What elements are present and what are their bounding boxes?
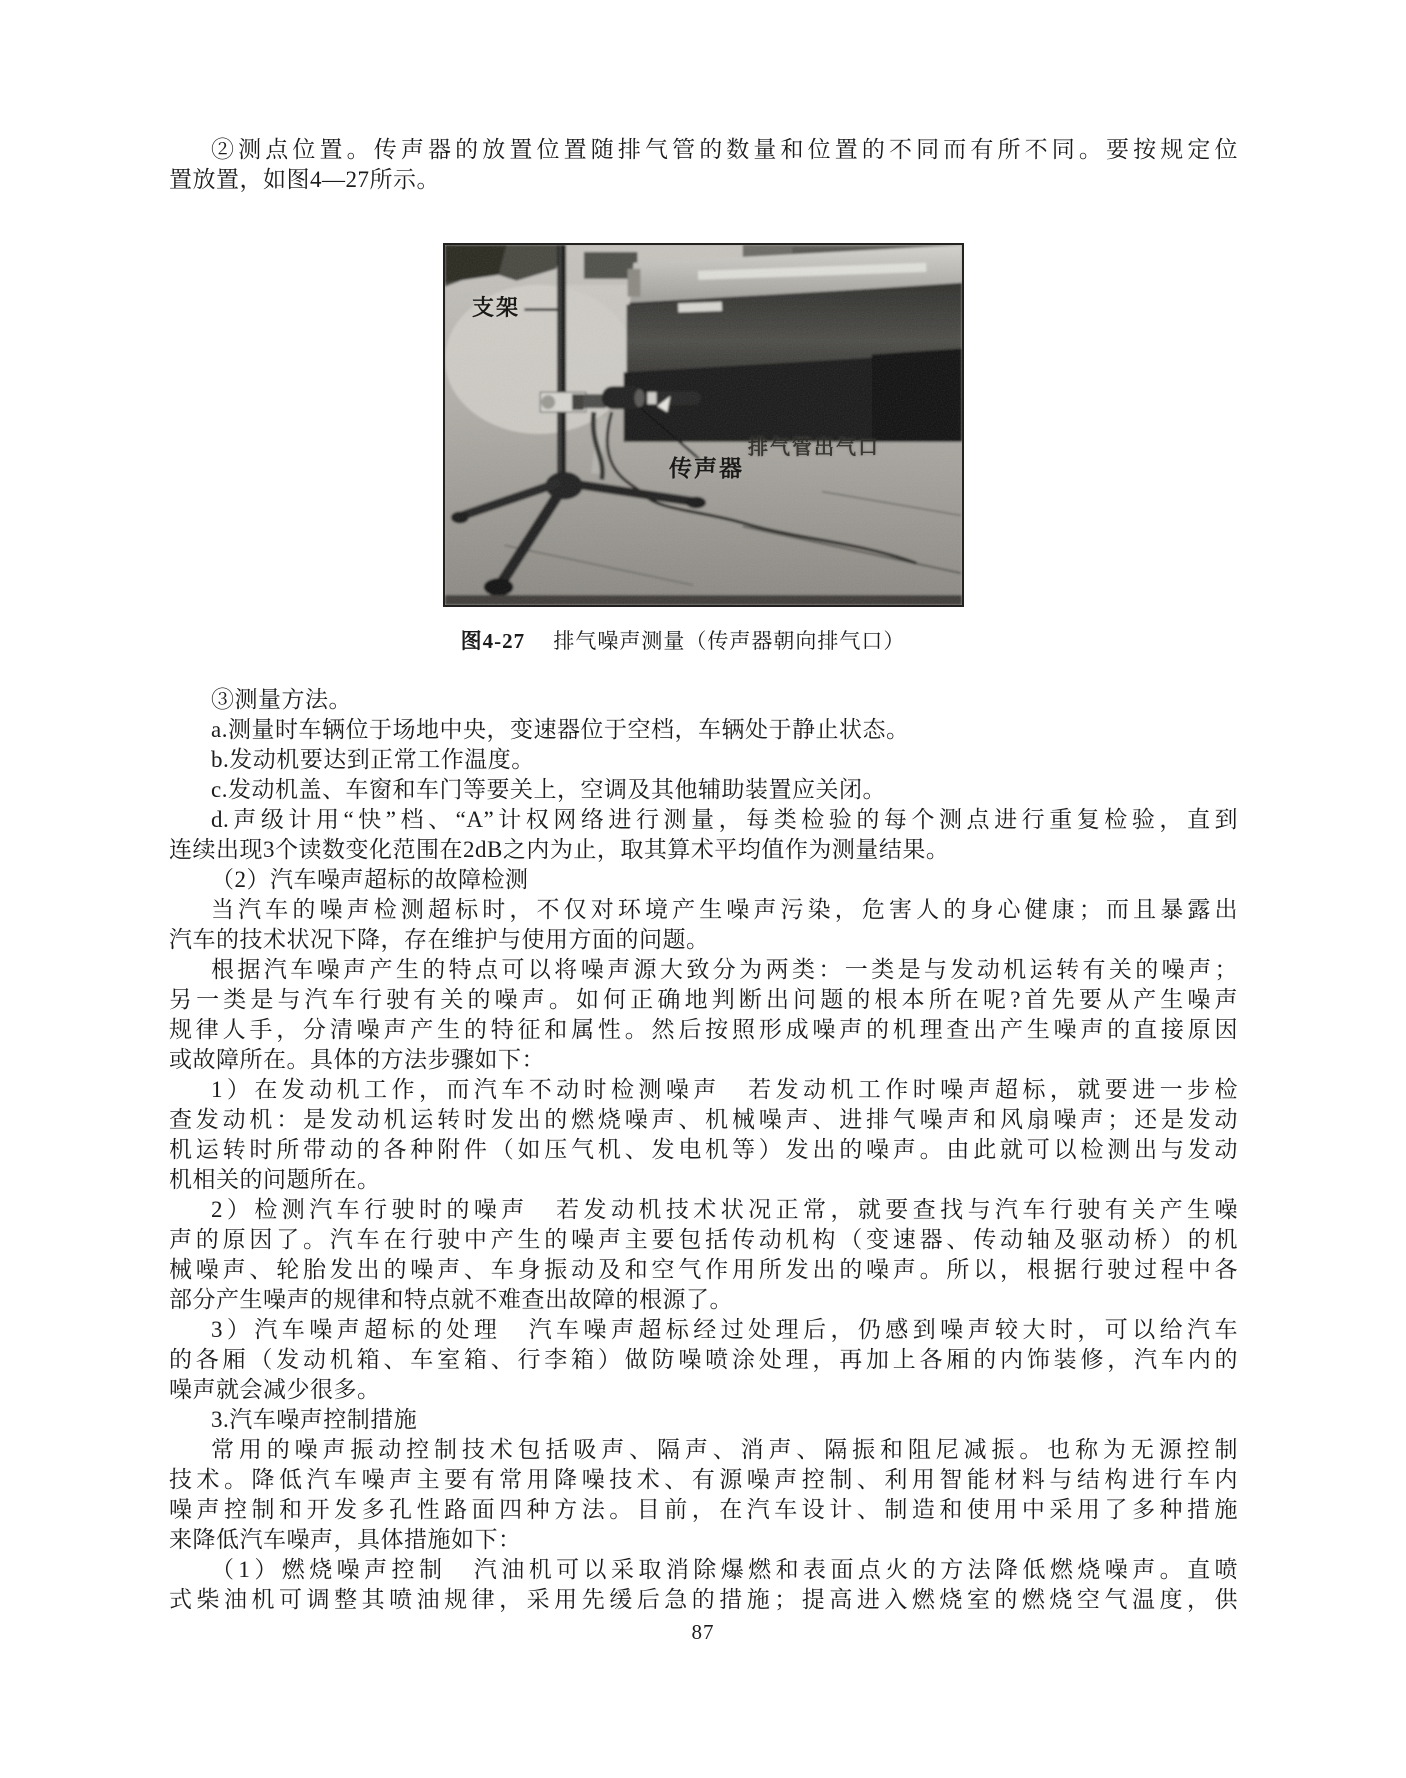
text-line: 2）检测汽车行驶时的噪声 若发动机技术状况正常，就要查找与汽车行驶有关产生噪 bbox=[211, 1197, 1238, 1222]
text-line: d.声级计用“快”档、“A”计权网络进行测量，每类检验的每个测点进行重复检验，直到 bbox=[211, 807, 1238, 832]
text-line: a.测量时车辆位于场地中央，变速器位于空档，车辆处于静止状态。 bbox=[211, 717, 910, 742]
text-line: 置放置，如图4—27所示。 bbox=[169, 167, 440, 192]
text-line: 式柴油机可调整其喷油规律，采用先缓后急的措施；提高进入燃烧室的燃烧空气温度，供 bbox=[169, 1587, 1238, 1612]
text-line: 机运转时所带动的各种附件（如压气机、发电机等）发出的噪声。由此就可以检测出与发动 bbox=[169, 1137, 1238, 1162]
text-line: 规律人手，分清噪声产生的特征和属性。然后按照形成噪声的机理查出产生噪声的直接原因 bbox=[169, 1017, 1238, 1042]
text-line: 来降低汽车噪声，具体措施如下： bbox=[169, 1527, 522, 1552]
text-line: b.发动机要达到正常工作温度。 bbox=[211, 747, 535, 772]
text-line: 噪声就会减少很多。 bbox=[169, 1377, 381, 1402]
text-line: 另一类是与汽车行驶有关的噪声。如何正确地判断出问题的根本所在呢?首先要从产生噪声 bbox=[169, 987, 1238, 1012]
text-line: 1）在发动机工作，而汽车不动时检测噪声 若发动机工作时噪声超标，就要进一步检 bbox=[211, 1077, 1238, 1102]
text-line: 的各厢（发动机箱、车室箱、行李箱）做防噪喷涂处理，再加上各厢的内饰装修，汽车内的 bbox=[169, 1347, 1238, 1372]
text-line: 根据汽车噪声产生的特点可以将噪声源大致分为两类：一类是与发动机运转有关的噪声； bbox=[211, 957, 1238, 982]
text-line: ③测量方法。 bbox=[211, 687, 352, 712]
text-line: 汽车的技术状况下降，存在维护与使用方面的问题。 bbox=[169, 927, 710, 952]
text-line: （1）燃烧噪声控制 汽油机可以采取消除爆燃和表面点火的方法降低燃烧噪声。直喷 bbox=[211, 1557, 1238, 1582]
text-line: 噪声控制和开发多孔性路面四种方法。目前，在汽车设计、制造和使用中采用了多种措施 bbox=[169, 1497, 1238, 1522]
text-line: 连续出现3个读数变化范围在2dB之内为止，取其算术平均值作为测量结果。 bbox=[169, 837, 950, 862]
photo-label-exhaust-outlet: 排气管出气口 bbox=[748, 437, 880, 459]
text-line: 当汽车的噪声检测超标时，不仅对环境产生噪声污染，危害人的身心健康；而且暴露出 bbox=[211, 897, 1238, 922]
paragraph-intro bbox=[169, 135, 1238, 195]
text-line: 3）汽车噪声超标的处理 汽车噪声超标经过处理后，仍感到噪声较大时，可以给汽车 bbox=[211, 1317, 1238, 1342]
text-line: ②测点位置。传声器的放置位置随排气管的数量和位置的不同而有所不同。要按规定位 bbox=[211, 137, 1238, 162]
text-line: 3.汽车噪声控制措施 bbox=[211, 1407, 418, 1432]
text-line: 部分产生噪声的规律和特点就不难查出故障的根源了。 bbox=[169, 1287, 733, 1312]
photo-label-microphone: 传声器 bbox=[669, 456, 744, 481]
figure-number: 图4-27 bbox=[460, 629, 526, 653]
text-line: 或故障所在。具体的方法步骤如下： bbox=[169, 1047, 545, 1072]
figure-caption bbox=[170, 626, 1196, 656]
text-line: 机相关的问题所在。 bbox=[169, 1167, 381, 1192]
text-line: 械噪声、轮胎发出的噪声、车身振动及和空气作用所发出的噪声。所以，根据行驶过程中各 bbox=[169, 1257, 1238, 1282]
text-line: 技术。降低汽车噪声主要有常用降噪技术、有源噪声控制、利用智能材料与结构进行车内 bbox=[169, 1467, 1238, 1492]
text-line: c.发动机盖、车窗和车门等要关上，空调及其他辅助装置应关闭。 bbox=[211, 777, 886, 802]
page-number: 87 bbox=[691, 1620, 715, 1644]
photo-label-stand: 支架 bbox=[472, 295, 521, 320]
figure-caption-text: 排气噪声测量（传声器朝向排气口） bbox=[553, 629, 906, 653]
text-line: 查发动机：是发动机运转时发出的燃烧噪声、机械噪声、进排气噪声和风扇噪声；还是发动 bbox=[169, 1107, 1238, 1132]
exhaust-noise-photo-graphic bbox=[445, 245, 962, 605]
figure-photo bbox=[443, 243, 964, 607]
body-text bbox=[169, 685, 1238, 1615]
text-line: （2）汽车噪声超标的故障检测 bbox=[211, 867, 529, 892]
text-line: 声的原因了。汽车在行驶中产生的噪声主要包括传动机构（变速器、传动轴及驱动桥）的机 bbox=[169, 1227, 1238, 1252]
text-line: 常用的噪声振动控制技术包括吸声、隔声、消声、隔振和阻尼减振。也称为无源控制 bbox=[211, 1437, 1238, 1462]
